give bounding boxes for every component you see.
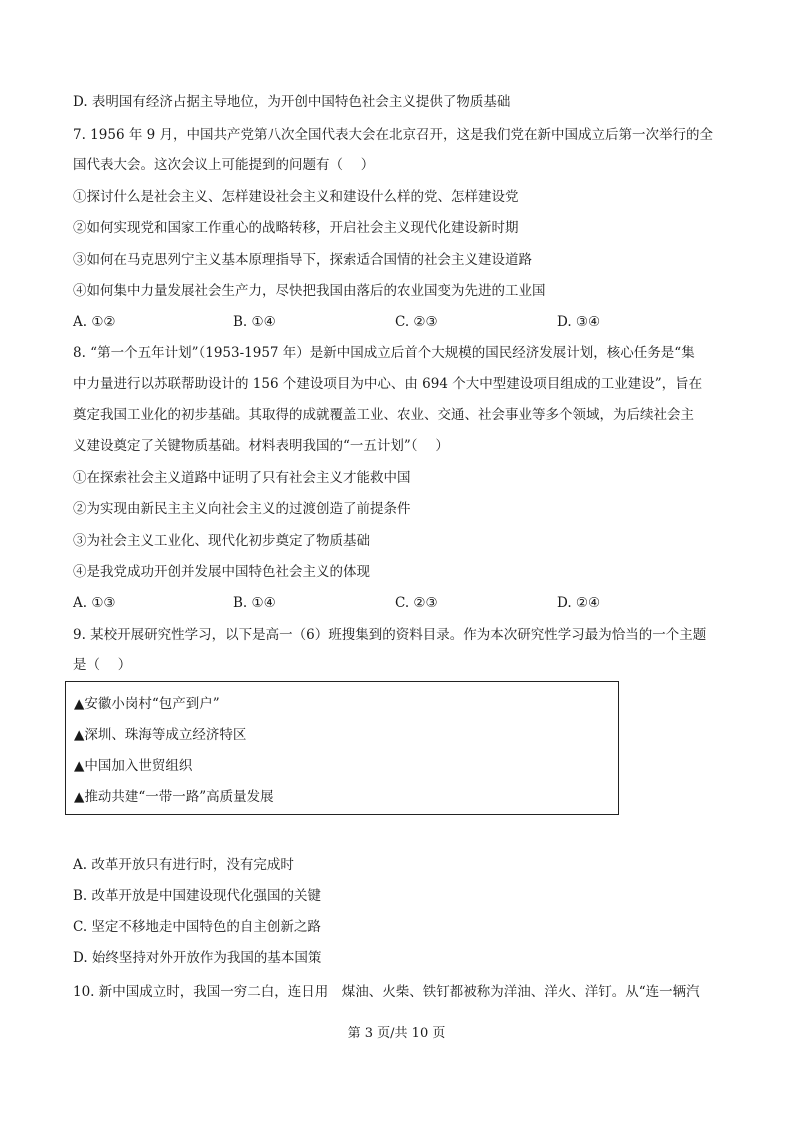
q9-box-item-4: ▲推动共建“一带一路”高质量发展 xyxy=(74,789,274,805)
q9-box-item-3: ▲中国加入世贸组织 xyxy=(74,758,193,774)
q7-item-3: ③如何在马克思列宁主义基本原理指导下，探索适合国情的社会主义建设道路 xyxy=(73,252,532,268)
q9-box-item-1: ▲安徽小岗村“包产到户” xyxy=(74,696,220,712)
q6-option-d: D. 表明国有经济占据主导地位，为开创中国特色社会主义提供了物质基础 xyxy=(73,94,511,110)
q7-option-a: A. ①② xyxy=(73,314,116,330)
q7-option-b: B. ①④ xyxy=(233,314,276,330)
q8-item-1: ①在探索社会主义道路中证明了只有社会主义才能救中国 xyxy=(73,470,411,486)
q8-option-a: A. ①③ xyxy=(73,595,116,611)
q8-stem-line-2: 中力量进行以苏联帮助设计的 156 个建设项目为中心、由 694 个大中型建设项目组成的工业建设”，旨在 xyxy=(73,376,703,392)
q9-option-d: D. 始终坚持对外开放作为我国的基本国策 xyxy=(73,950,322,966)
q9-option-a: A. 改革开放只有进行时，没有完成时 xyxy=(73,857,294,873)
q7-stem-line-2: 国代表大会。这次会议上可能提到的问题有（ ） xyxy=(73,157,375,173)
q8-option-b: B. ①④ xyxy=(233,595,276,611)
q7-stem-line-1: 7. 1956 年 9 月，中国共产党第八次全国代表大会在北京召开，这是我们党在新中国成立后第一次举行的全 xyxy=(73,127,713,143)
q8-item-2: ②为实现由新民主主义向社会主义的过渡创造了前提条件 xyxy=(73,501,411,517)
q9-option-c: C. 坚定不移地走中国特色的自主创新之路 xyxy=(73,919,321,935)
q7-item-1: ①探讨什么是社会主义、怎样建设社会主义和建设什么样的党、怎样建设党 xyxy=(73,189,519,205)
q8-stem-line-4: 义建设奠定了关键物质基础。材料表明我国的“一五计划”（ ） xyxy=(73,438,449,454)
q7-option-d: D. ③④ xyxy=(557,314,601,330)
q7-item-2: ②如何实现党和国家工作重心的战略转移，开启社会主义现代化建设新时期 xyxy=(73,220,519,236)
q7-option-c: C. ②③ xyxy=(395,314,438,330)
q8-option-c: C. ②③ xyxy=(395,595,438,611)
q8-item-4: ④是我党成功开创并发展中国特色社会主义的体现 xyxy=(73,564,370,580)
q9-box-item-2: ▲深圳、珠海等成立经济特区 xyxy=(74,727,247,743)
q9-stem-line-2: 是（ ） xyxy=(73,657,132,673)
q8-stem-line-1: 8. “第一个五年计划”（1953-1957 年）是新中国成立后首个大规模的国民经济发展计划，核心任务是“集 xyxy=(73,345,695,361)
page-footer: 第 3 页/共 10 页 xyxy=(347,1026,446,1041)
q8-option-d: D. ②④ xyxy=(557,595,601,611)
q10-line-1: 10. 新中国成立时，我国一穷二白，连日用 煤油、火柴、铁钉都被称为洋油、洋火、洋钉。从“连一辆汽 xyxy=(73,984,700,1000)
q9-stem-line-1: 9. 某校开展研究性学习，以下是高一（6）班搜集到的资料目录。作为本次研究性学习最为恰当的一个主题 xyxy=(73,627,707,643)
q9-material-box xyxy=(65,681,619,815)
q8-stem-line-3: 奠定我国工业化的初步基础。其取得的成就覆盖工业、农业、交通、社会事业等多个领域，为后续社会主 xyxy=(73,407,694,423)
q7-item-4: ④如何集中力量发展社会生产力，尽快把我国由落后的农业国变为先进的工业国 xyxy=(73,283,546,299)
q8-item-3: ③为社会主义工业化、现代化初步奠定了物质基础 xyxy=(73,533,370,549)
q9-option-b: B. 改革开放是中国建设现代化强国的关键 xyxy=(73,888,322,904)
